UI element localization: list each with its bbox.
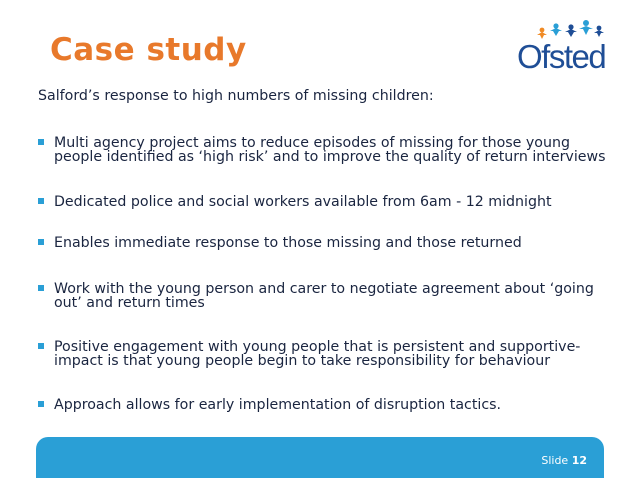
bullet-text: Positive engagement with young people that is persistent and supportive- impact is that young people begin to take responsibility for behaviour	[54, 339, 581, 369]
bullet-square-icon	[38, 198, 44, 204]
slide-number-value: 12	[571, 454, 587, 467]
slide-number	[541, 454, 587, 467]
ofsted-logo-text: Ofsted	[517, 38, 606, 75]
bullet-text: Work with the young person and carer to negotiate agreement about ‘going out’ and return times	[54, 281, 594, 311]
slide-label: Slide	[541, 454, 572, 467]
slide-title: Case study	[50, 32, 247, 68]
bullet-text: Multi agency project aims to reduce episodes of missing for those young people identified as ‘high risk’ and to improve the quality of return interviews	[54, 135, 606, 165]
bullet-square-icon	[38, 285, 44, 291]
bullet-square-icon	[38, 139, 44, 145]
bullet-text: Enables immediate response to those missing and those returned	[54, 235, 522, 251]
bullet-square-icon	[38, 343, 44, 349]
ofsted-logo	[514, 18, 624, 80]
bullet-square-icon	[38, 239, 44, 245]
intro-text: Salford’s response to high numbers of missing children:	[38, 88, 434, 104]
bullet-square-icon	[38, 401, 44, 407]
bullet-text: Approach allows for early implementation of disruption tactics.	[54, 397, 502, 413]
bullet-text: Dedicated police and social workers available from 6am - 12 midnight	[54, 194, 552, 210]
footer-bar	[36, 437, 604, 478]
